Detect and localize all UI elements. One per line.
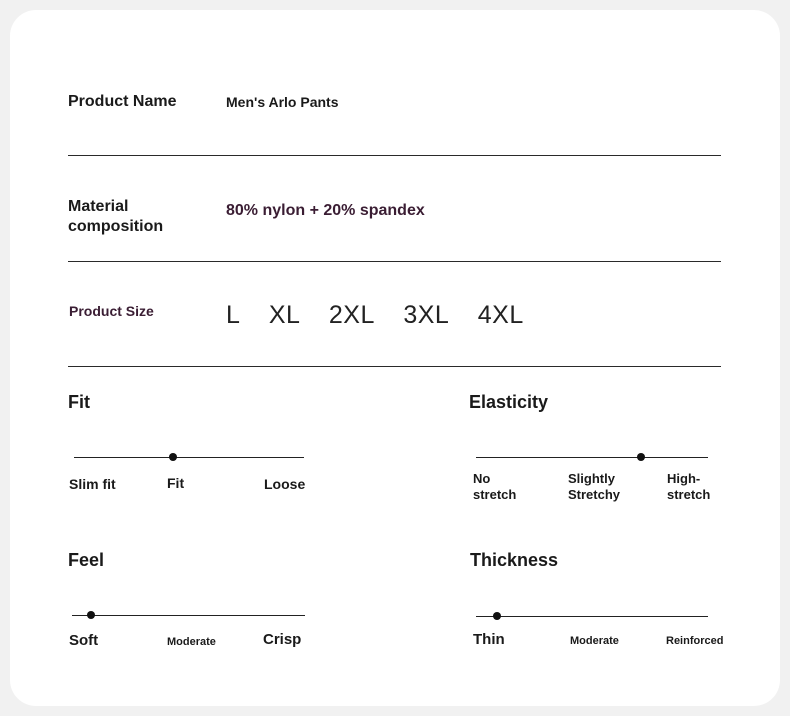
elasticity-scale-track <box>476 457 708 458</box>
product-size-label: Product Size <box>69 303 154 319</box>
material-label-line2: composition <box>68 218 164 235</box>
material-label-line1: Material <box>68 198 129 215</box>
size-option: 2XL <box>328 301 375 329</box>
divider <box>68 261 721 262</box>
thickness-label-high: Reinforced <box>666 635 724 647</box>
size-option: 3XL <box>403 301 450 329</box>
fit-level-marker <box>169 453 177 461</box>
feel-level-marker <box>87 611 95 619</box>
thickness-scale-track <box>476 616 708 617</box>
product-name-label: Product Name <box>68 93 177 110</box>
fit-scale-track <box>74 457 304 458</box>
size-option: 4XL <box>477 301 524 329</box>
divider <box>68 366 721 367</box>
elasticity-level-marker <box>637 453 645 461</box>
elasticity-label-low-line2: stretch <box>473 487 517 502</box>
feel-label-high: Crisp <box>263 631 302 648</box>
elasticity-label-high-line1: High- <box>667 471 701 486</box>
elasticity-label-low <box>473 471 516 503</box>
elasticity-label-mid-line2: Stretchy <box>568 487 621 502</box>
product-name-value: Men's Arlo Pants <box>226 94 339 110</box>
elasticity-label-mid <box>568 471 620 503</box>
thickness-label-mid: Moderate <box>570 635 619 647</box>
fit-label-high: Loose <box>264 476 306 492</box>
elasticity-label-low-line1: No <box>473 471 491 486</box>
size-option: XL <box>268 301 301 329</box>
elasticity-label-high <box>667 471 710 503</box>
feel-label-mid: Moderate <box>167 636 216 648</box>
material-value: 80% nylon + 20% spandex <box>226 202 425 219</box>
divider <box>68 155 721 156</box>
size-options <box>226 301 545 330</box>
material-label <box>68 197 163 237</box>
fit-label-mid: Fit <box>167 475 185 491</box>
feel-scale-track <box>72 615 305 616</box>
thickness-label-low: Thin <box>473 631 505 648</box>
elasticity-label-high-line2: stretch <box>667 487 711 502</box>
feel-title: Feel <box>68 550 105 570</box>
elasticity-title: Elasticity <box>469 392 549 412</box>
thickness-level-marker <box>493 612 501 620</box>
product-info-card <box>10 10 780 706</box>
feel-label-low: Soft <box>69 632 99 649</box>
size-option: L <box>226 301 241 329</box>
fit-title: Fit <box>68 392 90 412</box>
elasticity-label-mid-line1: Slightly <box>568 471 615 486</box>
fit-label-low: Slim fit <box>69 476 116 492</box>
thickness-title: Thickness <box>470 550 559 570</box>
